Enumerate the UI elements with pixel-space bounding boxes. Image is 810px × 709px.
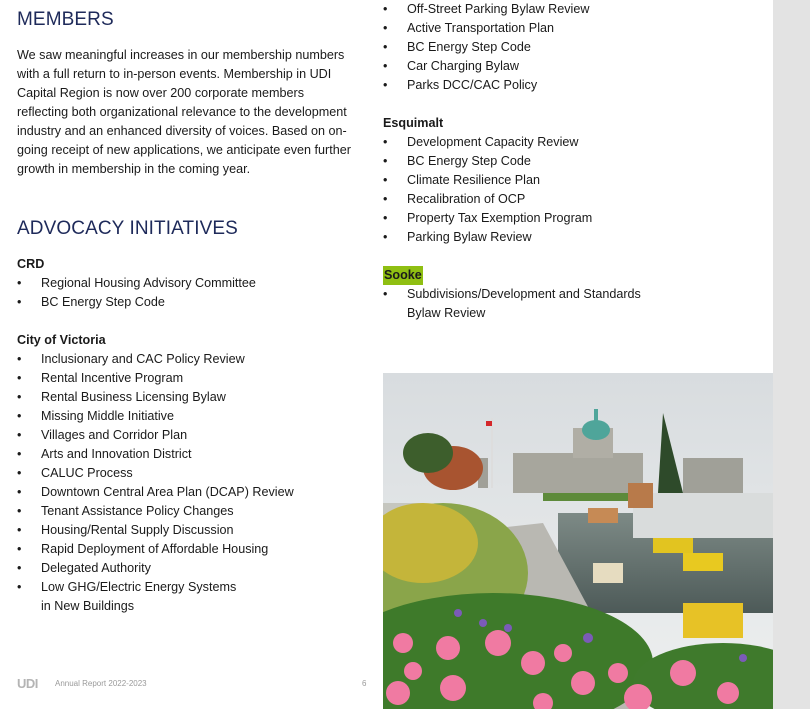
initiative-text: BC Energy Step Code [407, 40, 531, 54]
bullet-icon: • [383, 192, 388, 206]
initiative-text: Inclusionary and CAC Policy Review [41, 352, 245, 366]
bullet-icon: • [17, 523, 22, 537]
initiative-text: Downtown Central Area Plan (DCAP) Review [41, 485, 294, 499]
bullet-icon: • [17, 542, 22, 556]
initiative-item [383, 38, 763, 57]
advocacy-group [17, 331, 357, 616]
initiative-text: Arts and Innovation District [41, 447, 192, 461]
initiative-item [17, 464, 357, 483]
initiative-text: Tenant Assistance Policy Changes [41, 504, 234, 518]
initiative-item [383, 19, 763, 38]
bullet-icon: • [17, 561, 22, 575]
initiative-list [383, 0, 763, 95]
initiative-text: Delegated Authority [41, 561, 151, 575]
group-heading: City of Victoria [17, 333, 106, 347]
bullet-icon: • [17, 428, 22, 442]
left-advocacy-groups [17, 255, 357, 635]
bullet-icon: • [383, 21, 388, 35]
report-title: Annual Report 2022-2023 [55, 679, 147, 688]
bullet-icon: • [17, 276, 22, 290]
initiative-item [17, 274, 357, 293]
bullet-icon: • [383, 230, 388, 244]
bullet-icon: • [17, 352, 22, 366]
bullet-icon: • [383, 59, 388, 73]
initiative-item [17, 369, 357, 388]
page-footer [17, 676, 372, 690]
initiative-text: Active Transportation Plan [407, 21, 555, 35]
bullet-icon: • [383, 2, 388, 16]
initiative-item [383, 76, 763, 95]
bullet-icon: • [383, 287, 388, 301]
bullet-icon: • [17, 409, 22, 423]
bullet-icon: • [383, 154, 388, 168]
right-advocacy-groups [383, 0, 763, 323]
initiative-text: Rental Business Licensing Bylaw [41, 390, 226, 404]
initiative-item [383, 152, 763, 171]
initiative-item [17, 407, 357, 426]
group-heading: CRD [17, 257, 45, 271]
bullet-icon: • [17, 295, 22, 309]
group-heading: Esquimalt [383, 116, 444, 130]
bullet-icon: • [17, 580, 22, 594]
udi-logo: UDI [17, 676, 38, 691]
initiative-item [383, 209, 763, 228]
bullet-icon: • [17, 390, 22, 404]
right-column [383, 0, 763, 342]
initiative-text: Development Capacity Review [407, 135, 579, 149]
initiative-list [383, 133, 763, 247]
initiative-text: BC Energy Step Code [41, 295, 165, 309]
initiative-item [17, 426, 357, 445]
initiative-item [383, 57, 763, 76]
initiative-item [17, 540, 357, 559]
members-paragraph: We saw meaningful increases in our membership numbers with a full return to in-person events. Membership in UDI Capital Region is now over 200 corporate members reflecting both organizational relevance to the development industry and an enhanced diversity of voices. Based on on-going receipt of new applications, we anticipate even further growth in membership in the coming year. [17, 48, 351, 176]
initiative-text: Subdivisions/Development and Standards Bylaw Review [407, 287, 641, 320]
initiative-text: Villages and Corridor Plan [41, 428, 188, 442]
initiative-text: Recalibration of OCP [407, 192, 526, 206]
initiative-item [17, 483, 357, 502]
initiative-item [17, 502, 357, 521]
harbour-photo [383, 373, 773, 709]
initiative-text: Housing/Rental Supply Discussion [41, 523, 234, 537]
initiative-item [383, 0, 763, 19]
initiative-item [17, 350, 357, 369]
initiative-text: Rental Incentive Program [41, 371, 184, 385]
advocacy-group [383, 0, 763, 95]
initiative-text: Off-Street Parking Bylaw Review [407, 2, 590, 16]
initiative-item [17, 388, 357, 407]
bullet-icon: • [17, 466, 22, 480]
initiative-item [383, 228, 763, 247]
viewer-gutter [773, 0, 810, 709]
bullet-icon: • [17, 371, 22, 385]
bullet-icon: • [383, 78, 388, 92]
advocacy-group [383, 114, 763, 247]
initiative-text: Property Tax Exemption Program [407, 211, 593, 225]
bullet-icon: • [383, 211, 388, 225]
members-heading: MEMBERS [17, 9, 114, 30]
initiative-text: Low GHG/Electric Energy Systems in New Buildings [41, 580, 237, 613]
bullet-icon: • [17, 447, 22, 461]
advocacy-heading: ADVOCACY INITIATIVES [17, 218, 238, 239]
initiative-item [383, 285, 763, 323]
bullet-icon: • [383, 40, 388, 54]
initiative-text: Car Charging Bylaw [407, 59, 519, 73]
initiative-text: Missing Middle Initiative [41, 409, 174, 423]
initiative-item [17, 293, 357, 312]
initiative-text: CALUC Process [41, 466, 133, 480]
initiative-item [17, 521, 357, 540]
initiative-text: Rapid Deployment of Affordable Housing [41, 542, 269, 556]
bullet-icon: • [383, 135, 388, 149]
initiative-item [383, 171, 763, 190]
bullet-icon: • [17, 485, 22, 499]
group-heading: Sooke [383, 266, 423, 285]
initiative-text: Parks DCC/CAC Policy [407, 78, 538, 92]
initiative-text: BC Energy Step Code [407, 154, 531, 168]
initiative-list [383, 285, 763, 323]
initiative-item [383, 133, 763, 152]
bullet-icon: • [17, 504, 22, 518]
initiative-item [17, 445, 357, 464]
photo-illustration [383, 373, 773, 709]
initiative-item [17, 559, 357, 578]
page-number: 6 [362, 679, 367, 688]
advocacy-group [17, 255, 357, 312]
initiative-item [383, 190, 763, 209]
initiative-item [17, 578, 357, 616]
initiative-text: Regional Housing Advisory Committee [41, 276, 256, 290]
advocacy-group [383, 266, 763, 323]
bullet-icon: • [383, 173, 388, 187]
initiative-text: Climate Resilience Plan [407, 173, 540, 187]
initiative-list [17, 350, 357, 616]
initiative-list [17, 274, 357, 312]
initiative-text: Parking Bylaw Review [407, 230, 532, 244]
